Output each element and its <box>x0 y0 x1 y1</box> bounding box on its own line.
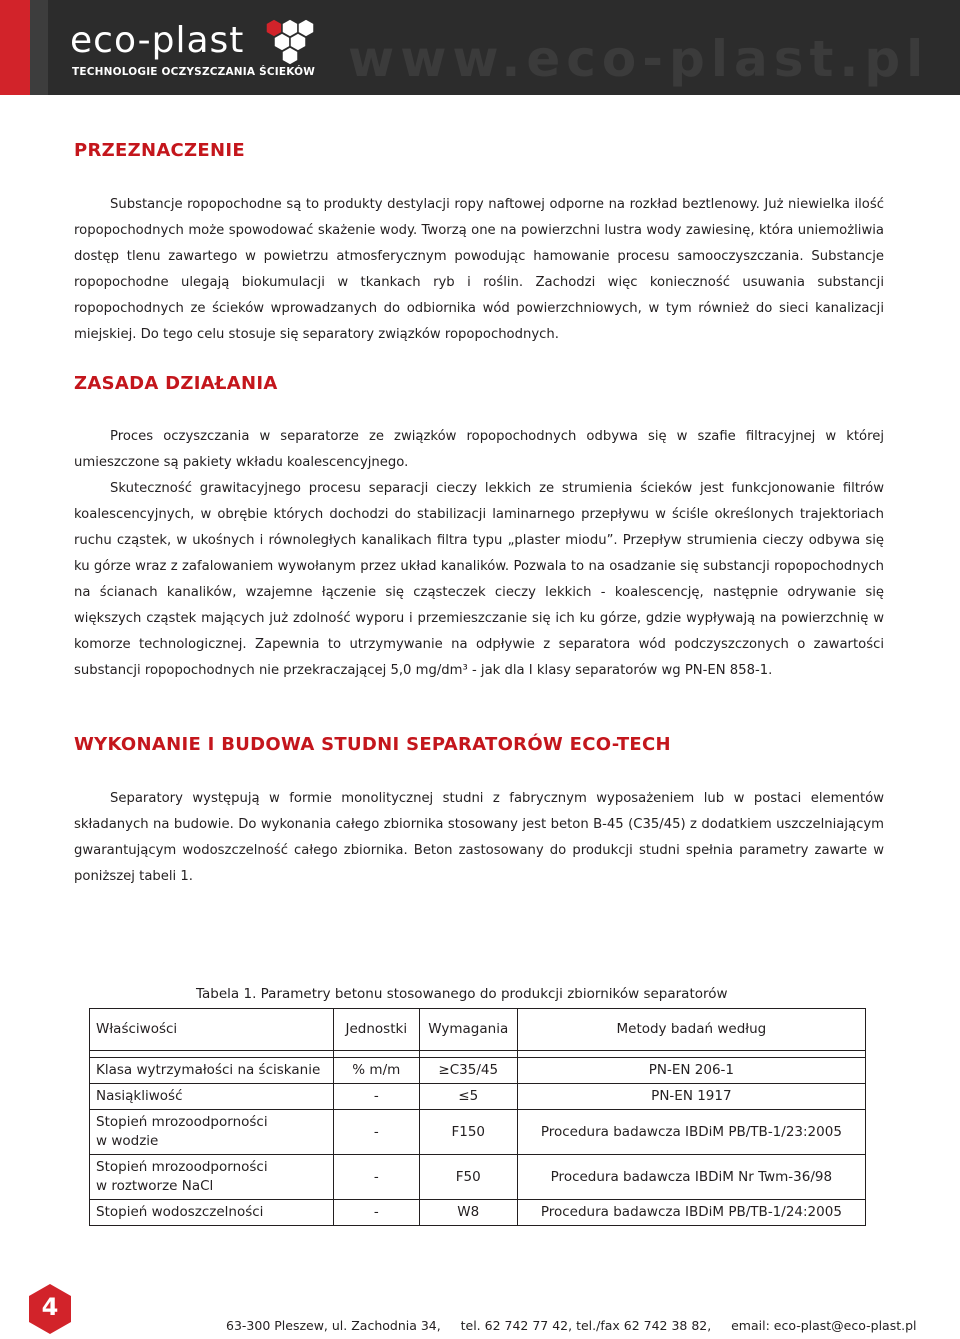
table-header-row <box>90 1009 866 1051</box>
footer-phone: tel. 62 742 77 42, tel./fax 62 742 38 82, <box>460 1318 712 1333</box>
table-cell: W8 <box>419 1200 517 1226</box>
table-row <box>90 1200 866 1226</box>
table-row <box>90 1110 866 1155</box>
table-cell: F150 <box>419 1110 517 1155</box>
footer-address: 63-300 Pleszew, ul. Zachodnia 34, <box>226 1318 441 1333</box>
paragraph-przeznaczenie <box>74 192 884 348</box>
paragraph-wykonanie <box>74 786 884 890</box>
table-header-cell: Jednostki <box>333 1009 419 1051</box>
concrete-parameters-table <box>89 1008 866 1226</box>
table-cell: PN-EN 1917 <box>517 1084 865 1110</box>
table-cell: - <box>333 1200 419 1226</box>
table-header-cell: Wymagania <box>419 1009 517 1051</box>
page-number: 4 <box>41 1293 59 1321</box>
table-cell: PN-EN 206-1 <box>517 1058 865 1084</box>
table-header-cell: Właściwości <box>90 1009 334 1051</box>
table-cell: Nasiąkliwość <box>90 1084 334 1110</box>
table-cell: - <box>333 1110 419 1155</box>
section-title-zasada: ZASADA DZIAŁANIA <box>74 373 278 394</box>
table-cell: ≥C35/45 <box>419 1058 517 1084</box>
table-row <box>90 1084 866 1110</box>
header-dark-accent <box>30 0 48 95</box>
footer-contact <box>226 1318 917 1333</box>
table-cell: % m/m <box>333 1058 419 1084</box>
paragraph-text: Substancje ropopochodne są to produkty destylacji ropy naftowej odporne na rozkład beztlenowy. Już niewielka ilość ropopochodnych może spowodować skażenie wody. Tworzą one na powierzchni lustra wody zawiesinę, która uniemożliwia dostęp tlenu zawartego w powietrzu atmosferycznym powodując hamowanie procesu samooczyszczania. Substancje ropopochodne ulegają biokumulacji w tkankach ryb i roślin. Zachodzi więc konieczność usuwania substancji ropopochodnych ze ścieków wprowadzanych do odbiornika wód powierzchniowych, w tym również do sieci kanalizacji miejskiej. Do tego celu stosuje się separatory związków ropopochodnych. <box>74 197 884 342</box>
table-caption: Tabela 1. Parametry betonu stosowanego do produkcji zbiorników separatorów <box>196 986 728 1002</box>
paragraph-text: Proces oczyszczania w separatorze ze związków ropopochodnych odbywa się w szafie filtracyjnej w której umieszczone są pakiety wkładu koalescencyjnego. <box>74 429 884 470</box>
table-cell: F50 <box>419 1155 517 1200</box>
paragraph-zasada-1 <box>74 424 884 476</box>
table-cell: Stopień mrozoodporności w roztworze NaCl <box>90 1155 334 1200</box>
page-header <box>0 0 960 95</box>
footer-email[interactable]: email: eco-plast@eco-plast.pl <box>731 1318 917 1333</box>
table-cell: Procedura badawcza IBDiM Nr Twm-36/98 <box>517 1155 865 1200</box>
page-number-badge <box>28 1283 72 1335</box>
table-cell: Stopień wodoszczelności <box>90 1200 334 1226</box>
table-cell: Klasa wytrzymałości na ściskanie <box>90 1058 334 1084</box>
table-cell: Procedura badawcza IBDiM PB/TB-1/24:2005 <box>517 1200 865 1226</box>
honeycomb-logo-icon <box>260 18 316 68</box>
paragraph-text: Separatory występują w formie monolitycznej studni z fabrycznym wyposażeniem lub w postaci elementów składanych na budowie. Do wykonania całego zbiornika stosowany jest beton B-45 (C35/45) z dodatkiem uszczelniającym gwarantującym wodoszczelność całego zbiornika. Beton zastosowany do produkcji studni spełnia parametry zawarte w poniższej tabeli 1. <box>74 791 884 884</box>
table-cell: - <box>333 1084 419 1110</box>
table-cell: Procedura badawcza IBDiM PB/TB-1/23:2005 <box>517 1110 865 1155</box>
table-cell: Stopień mrozoodporności w wodzie <box>90 1110 334 1155</box>
section-title-wykonanie: WYKONANIE I BUDOWA STUDNI SEPARATORÓW ECO-TECH <box>74 734 671 755</box>
header-red-accent <box>0 0 30 95</box>
table-spacer <box>90 1051 866 1058</box>
table-row <box>90 1058 866 1084</box>
table-row <box>90 1155 866 1200</box>
logo-subtitle: TECHNOLOGIE OCZYSZCZANIA ŚCIEKÓW <box>72 66 316 78</box>
table-header-cell: Metody badań według <box>517 1009 865 1051</box>
paragraph-text: Skuteczność grawitacyjnego procesu separacji cieczy lekkich ze strumienia ścieków jest funkcjonowanie filtrów koalescencyjnych, w obrębie których dochodzi do stabilizacji laminarnego przepływu w ściśle określonych trajektoriach ruchu cząstek, w ukośnych i równoległych kanalikach filtra typu „plaster miodu”. Przepływ strumienia cieczy odbywa się ku górze wraz z zafalowaniem wywołanym przez układ kanalików. Pozwala to na osadzanie się substancji ropopochodnych na ścianach kanalików, wzajemne łączenie się cząsteczek cieczy lekkich - koalescencję, następnie odrywanie się większych cząstek mających już zdolność wyporu i przemieszczanie się ich ku górze, gdzie wypływają na powierzchnię w komorze technologicznej. Zapewnia to utrzymywanie na odpływie z separatora wód podczyszczonych o zawartości substancji ropopochodnych nie przekraczającej 5,0 mg/dm³ - jak dla I klasy separatorów wg PN-EN 858-1. <box>74 481 884 678</box>
table-cell: ≤5 <box>419 1084 517 1110</box>
section-title-przeznaczenie: PRZEZNACZENIE <box>74 140 245 161</box>
header-url[interactable]: www.eco-plast.pl <box>348 30 930 88</box>
table-cell: - <box>333 1155 419 1200</box>
paragraph-zasada-2 <box>74 476 884 684</box>
logo-name: eco-plast <box>70 20 245 61</box>
